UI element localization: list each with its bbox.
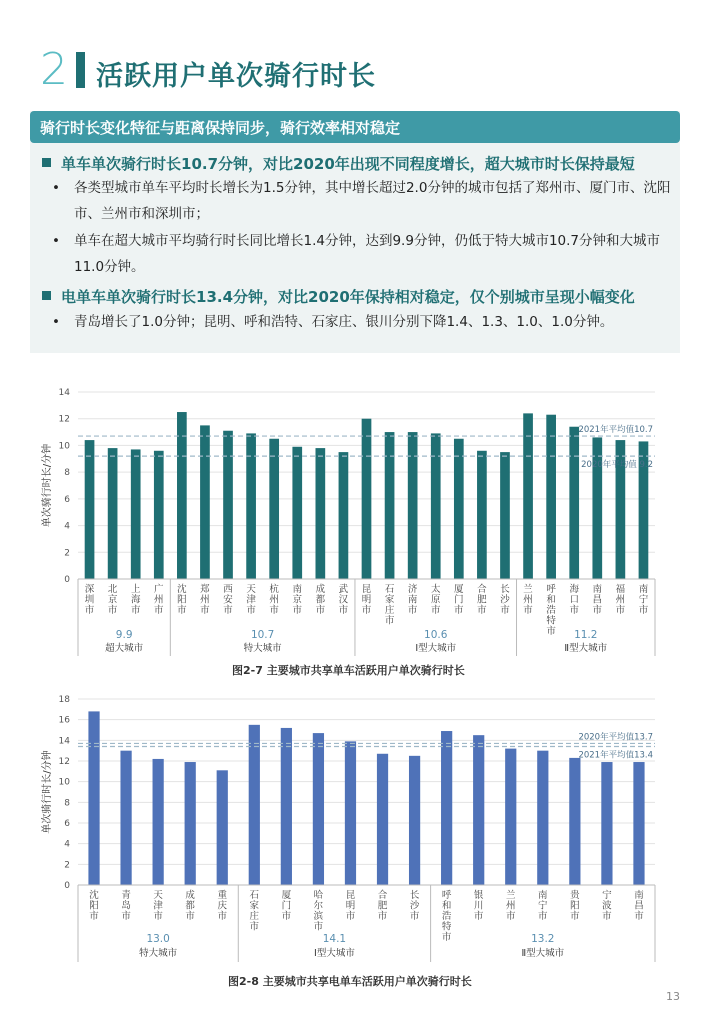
x-tick-label-char: 尔	[313, 900, 324, 912]
y-tick-label: 8	[64, 798, 70, 809]
x-tick-label-char: 市	[602, 911, 612, 922]
bar	[120, 751, 131, 885]
x-tick-label-char: 福	[615, 584, 626, 595]
x-tick-label-char: 宁	[638, 594, 649, 606]
bar	[154, 451, 164, 579]
bar	[569, 758, 580, 885]
bar	[131, 449, 141, 579]
group-name-label: Ⅱ型大城市	[521, 948, 565, 959]
bullet-dot-icon: •	[52, 180, 60, 196]
bullet-dot-icon: •	[52, 233, 60, 249]
reference-line-label: 2021年平均值13.4	[578, 750, 653, 761]
ebike-duration-chart	[40, 688, 670, 968]
x-tick-label-char: 市	[246, 605, 256, 616]
x-tick-label-char: 沈	[89, 890, 99, 901]
bar	[315, 448, 325, 579]
x-tick-label-char: 市	[153, 911, 163, 922]
x-tick-label-char: 州	[154, 594, 164, 606]
bar	[408, 432, 418, 579]
group-average-label: 13.0	[146, 933, 170, 945]
square-bullet-icon	[42, 158, 51, 167]
x-tick-label-char: 合	[477, 584, 487, 595]
x-tick-label-char: 兰	[523, 584, 533, 595]
x-tick-label-char: 市	[269, 605, 279, 616]
x-tick-label-char: 市	[249, 921, 260, 933]
x-tick-label-char: 都	[185, 900, 195, 912]
x-tick-label-char: 市	[292, 605, 303, 616]
x-tick-label-char: 市	[538, 911, 548, 922]
x-tick-label-char: 郑	[200, 584, 210, 595]
x-tick-label-char: 市	[505, 911, 516, 922]
bar	[385, 432, 395, 579]
x-tick-label-char: 市	[546, 626, 556, 637]
summary-banner	[30, 111, 680, 143]
x-tick-label-char: 市	[409, 911, 420, 922]
y-tick-label: 6	[64, 819, 70, 829]
x-tick-label-char: 和	[441, 900, 452, 912]
x-tick-label-char: 京	[107, 594, 118, 606]
x-tick-label-char: 市	[570, 911, 580, 922]
x-tick-label-char: 呼	[441, 890, 452, 901]
x-tick-label-char: 州	[523, 594, 533, 606]
banner-text: 骑行时长变化特征与距离保持同步，骑行效率相对稳定	[40, 119, 401, 137]
x-tick-label-char: 市	[592, 605, 603, 616]
square-bullet-icon	[42, 291, 51, 300]
x-tick-label-char: 厦	[281, 890, 292, 901]
x-tick-label-char: 市	[500, 605, 510, 616]
x-tick-label-char: 海	[130, 594, 141, 606]
x-tick-label-char: 特	[546, 615, 556, 627]
bar	[269, 439, 279, 579]
x-tick-label-char: 市	[338, 605, 349, 616]
x-tick-label-char: 太	[430, 584, 441, 595]
bar	[249, 725, 260, 885]
x-tick-label-char: 圳	[84, 594, 95, 606]
x-tick-label-char: 庄	[384, 605, 395, 616]
bar	[339, 452, 349, 579]
y-tick-label: 16	[58, 715, 70, 726]
x-tick-label-char: 长	[500, 584, 510, 595]
x-tick-label-char: 市	[217, 911, 228, 922]
bar	[377, 754, 388, 885]
x-tick-label-char: 市	[361, 605, 372, 616]
x-tick-label-char: 昌	[592, 594, 603, 606]
bar	[409, 756, 420, 885]
y-axis-label: 单次骑行时长/分钟	[42, 443, 53, 528]
x-tick-label-char: 津	[153, 900, 163, 912]
x-tick-label-char: 石	[384, 584, 395, 595]
y-tick-label: 0	[64, 881, 70, 891]
x-tick-label-char: 和	[546, 594, 556, 606]
x-tick-label-char: 重	[217, 890, 228, 901]
bar	[362, 419, 372, 579]
x-tick-label-char: 昆	[345, 890, 356, 901]
bar	[523, 413, 533, 579]
x-tick-label-char: 市	[569, 605, 579, 616]
bar	[153, 759, 164, 885]
bar	[500, 452, 510, 579]
x-tick-label-char: 石	[249, 890, 260, 901]
x-tick-label-char: 市	[84, 605, 95, 616]
x-tick-label-char: 呼	[546, 584, 556, 595]
group-average-label: 14.1	[322, 933, 347, 945]
x-tick-label-char: 市	[154, 605, 164, 616]
x-tick-label-char: 市	[430, 605, 441, 616]
bar	[569, 427, 579, 579]
y-tick-label: 10	[58, 777, 70, 788]
x-tick-label-char: 成	[185, 890, 195, 901]
bike-duration-chart	[40, 378, 670, 658]
y-tick-label: 12	[58, 414, 70, 425]
x-tick-label-char: 昆	[361, 584, 372, 595]
x-tick-label-char: 川	[473, 900, 484, 912]
bar	[633, 762, 644, 885]
group-average-label: 10.7	[250, 629, 275, 641]
group-average-label: 9.9	[115, 629, 133, 641]
group-name-label: 超大城市	[105, 643, 144, 654]
x-tick-label-char: 厦	[454, 584, 464, 595]
x-tick-label-char: 银	[473, 890, 484, 901]
x-tick-label-char: 阳	[89, 900, 99, 912]
x-tick-label-char: 门	[281, 900, 292, 912]
x-tick-label-char: 津	[246, 594, 256, 606]
x-tick-label-char: 青	[121, 890, 131, 901]
x-tick-label-char: 都	[315, 594, 326, 606]
bar	[292, 447, 302, 579]
x-tick-label-char: 市	[407, 605, 418, 616]
x-tick-label-char: 兰	[505, 890, 516, 901]
x-tick-label-char: 浩	[546, 605, 556, 616]
x-tick-label-char: 州	[269, 594, 279, 606]
bar	[185, 762, 196, 885]
y-tick-label: 14	[58, 388, 70, 398]
group-name-label: Ⅰ型大城市	[314, 948, 355, 959]
x-tick-label-char: 汉	[338, 594, 349, 606]
x-tick-label-char: 波	[602, 900, 612, 912]
chart2-caption: 图2-8 主要城市共享电单车活跃用户单次骑行时长	[228, 975, 472, 988]
x-tick-label-char: 市	[121, 911, 131, 922]
bar	[537, 751, 548, 885]
section-accent-bar	[76, 52, 85, 88]
x-tick-label-char: 宁	[538, 900, 548, 912]
x-tick-label-char: 市	[477, 605, 487, 616]
x-tick-label-char: 肥	[477, 594, 487, 606]
x-tick-label-char: 武	[338, 584, 349, 595]
x-tick-label-char: 阳	[177, 594, 187, 606]
x-tick-label-char: 贵	[570, 890, 580, 901]
bullet-item	[52, 175, 672, 227]
y-tick-label: 6	[64, 494, 70, 505]
x-tick-label-char: 沈	[177, 584, 187, 595]
y-tick-label: 4	[64, 839, 70, 850]
section-header	[40, 44, 680, 95]
bar	[177, 412, 187, 579]
x-tick-label-char: 昌	[634, 900, 644, 912]
x-tick-label-char: 口	[569, 594, 579, 606]
x-tick-label-char: 杭	[269, 584, 279, 595]
x-tick-label-char: 南	[638, 584, 649, 595]
x-tick-label-char: 宁	[602, 890, 612, 901]
x-tick-label-char: 市	[130, 605, 141, 616]
chart1-caption: 图2-7 主要城市共享单车活跃用户单次骑行时长	[232, 664, 465, 677]
x-tick-label-char: 市	[185, 911, 195, 922]
y-tick-label: 8	[64, 468, 70, 479]
bar	[313, 733, 324, 885]
x-tick-label-char: 庄	[249, 911, 260, 922]
bar	[281, 728, 292, 885]
y-tick-label: 2	[64, 548, 70, 559]
page-number: 13	[666, 990, 680, 1003]
x-tick-label-char: 明	[361, 594, 372, 606]
x-tick-label-char: 市	[107, 605, 118, 616]
heading-ebike	[42, 286, 635, 307]
bar	[601, 762, 612, 885]
group-average-label: 11.2	[574, 629, 598, 641]
bar	[108, 448, 118, 579]
x-tick-label-char: 海	[569, 584, 579, 595]
y-tick-label: 14	[58, 736, 70, 747]
x-tick-label-char: 南	[292, 584, 303, 595]
x-tick-label-char: 庆	[217, 900, 228, 912]
x-tick-label-char: 天	[153, 890, 163, 901]
group-average-label: 10.6	[424, 629, 448, 641]
x-tick-label-char: 哈	[313, 890, 324, 901]
x-tick-label-char: 肥	[377, 900, 388, 912]
bullet-text: 青岛增长了1.0分钟；昆明、呼和浩特、石家庄、银川分别下降1.4、1.3、1.0、1.0分钟。	[74, 314, 614, 330]
x-tick-label-char: 州	[505, 900, 516, 912]
x-tick-label-char: 市	[377, 911, 388, 922]
x-tick-label-char: 合	[377, 890, 388, 901]
bar	[473, 735, 484, 885]
ebike-chart-svg	[40, 688, 670, 968]
x-tick-label-char: 市	[638, 605, 649, 616]
y-tick-label: 4	[64, 521, 70, 532]
x-tick-label-char: 天	[246, 584, 256, 595]
x-tick-label-char: 州	[615, 594, 626, 606]
x-tick-label-char: 上	[130, 584, 141, 595]
x-tick-label-char: 岛	[121, 900, 131, 912]
x-tick-label-char: 市	[177, 605, 187, 616]
group-name-label: 特大城市	[139, 948, 178, 959]
bar	[546, 415, 556, 579]
bar	[345, 741, 356, 885]
x-tick-label-char: 市	[454, 605, 464, 616]
bullet-item	[52, 309, 672, 335]
bar	[85, 440, 95, 579]
section-number: 2	[40, 44, 68, 95]
x-tick-label-char: 北	[107, 584, 118, 595]
x-tick-label-char: 市	[441, 932, 452, 943]
x-tick-label-char: 南	[634, 890, 644, 901]
group-name-label: Ⅰ型大城市	[415, 643, 457, 654]
x-tick-label-char: 市	[615, 605, 626, 616]
bullet-item	[52, 228, 672, 280]
x-tick-label-char: 特	[441, 921, 452, 933]
x-tick-label-char: 原	[430, 594, 441, 606]
bullet-dot-icon: •	[52, 314, 60, 330]
bar	[505, 749, 516, 885]
bar	[200, 425, 210, 579]
bar	[217, 770, 228, 885]
x-tick-label-char: 成	[315, 584, 326, 595]
x-tick-label-char: 市	[89, 911, 99, 922]
bike-chart-svg	[40, 378, 670, 658]
y-axis-label: 单次骑行时长/分钟	[42, 750, 53, 834]
summary-box	[30, 111, 680, 353]
x-tick-label-char: 南	[538, 890, 548, 901]
bar	[454, 439, 464, 579]
reference-line-label: 2020年平均值13.7	[578, 732, 653, 743]
x-tick-label-char: 京	[292, 594, 303, 606]
x-tick-label-char: 市	[345, 911, 356, 922]
x-tick-label-char: 明	[345, 900, 356, 912]
x-tick-label-char: 家	[384, 594, 395, 606]
heading-bike	[42, 153, 635, 174]
x-tick-label-char: 市	[223, 605, 233, 616]
heading-bike-text: 单车单次骑行时长10.7分钟，对比2020年出现不同程度增长，超大城市时长保持最短	[61, 155, 635, 173]
group-name-label: 特大城市	[243, 643, 282, 654]
y-tick-label: 12	[58, 757, 70, 767]
bar	[592, 437, 602, 579]
group-average-label: 13.2	[531, 933, 555, 945]
bullet-text: 单车在超大城市平均骑行时长同比增长1.4分钟，达到9.9分钟，仍低于特大城市10.7分钟和大城市11.0分钟。	[74, 233, 660, 275]
x-tick-label-char: 安	[223, 594, 233, 606]
x-tick-label-char: 市	[281, 911, 292, 922]
section-title: 活跃用户单次骑行时长	[96, 61, 376, 92]
x-tick-label-char: 市	[313, 921, 324, 933]
x-tick-label-char: 市	[200, 605, 210, 616]
y-tick-label: 18	[58, 695, 70, 705]
x-tick-label-char: 市	[384, 615, 395, 627]
bar	[441, 731, 452, 885]
x-tick-label-char: 阳	[570, 900, 580, 912]
bar	[88, 711, 99, 885]
y-tick-label: 0	[64, 575, 70, 585]
x-tick-label-char: 济	[407, 584, 418, 595]
y-tick-label: 2	[64, 860, 70, 871]
x-tick-label-char: 州	[200, 594, 210, 606]
x-tick-label-char: 广	[154, 584, 164, 595]
reference-line-label: 2021年平均值10.7	[578, 425, 653, 436]
x-tick-label-char: 南	[592, 584, 603, 595]
x-tick-label-char: 市	[315, 605, 326, 616]
bar	[246, 433, 256, 579]
x-tick-label-char: 南	[407, 594, 418, 606]
x-tick-label-char: 深	[84, 584, 95, 595]
y-tick-label: 10	[58, 441, 70, 452]
x-tick-label-char: 沙	[409, 900, 420, 912]
x-tick-label-char: 浩	[441, 911, 452, 922]
x-tick-label-char: 门	[454, 594, 464, 606]
reference-line-label: 2020年平均值 9.2	[581, 460, 653, 471]
x-tick-label-char: 市	[523, 605, 533, 616]
bar	[431, 433, 441, 579]
x-tick-label-char: 滨	[313, 911, 324, 922]
x-tick-label-char: 沙	[500, 594, 510, 606]
x-tick-label-char: 市	[473, 911, 484, 922]
x-tick-label-char: 西	[223, 584, 233, 595]
bar	[477, 451, 487, 579]
group-name-label: Ⅱ型大城市	[564, 643, 608, 654]
x-tick-label-char: 市	[634, 911, 644, 922]
bullet-text: 各类型城市单车平均时长增长为1.5分钟，其中增长超过2.0分钟的城市包括了郑州市、厦门市、沈阳市、兰州市和深圳市；	[74, 180, 671, 222]
x-tick-label-char: 长	[409, 890, 420, 901]
heading-ebike-text: 电单车单次骑行时长13.4分钟，对比2020年保持相对稳定，仅个别城市呈现小幅变化	[61, 288, 635, 306]
bar	[223, 431, 233, 579]
x-tick-label-char: 家	[249, 900, 260, 912]
